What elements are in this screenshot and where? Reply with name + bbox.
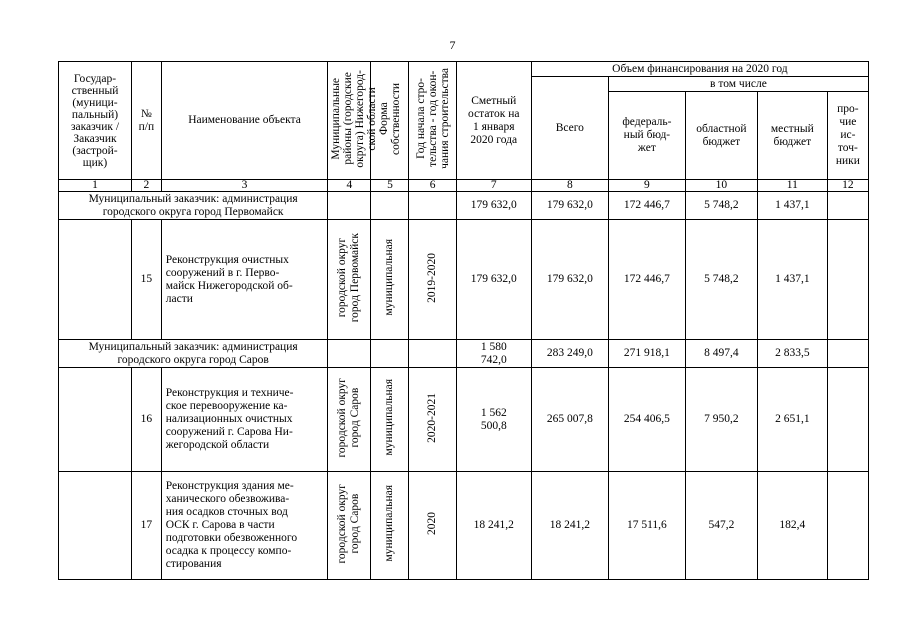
group-total: 283 249,0 [531,340,608,368]
column-number: 7 [456,180,531,192]
local-budget: 182,4 [757,472,827,580]
ownership-form: муниципальная [371,368,409,472]
financing-table [58,61,869,580]
table-row [59,220,869,340]
row-number: 15 [131,220,161,340]
column-number: 10 [685,180,757,192]
column-number: 2 [131,180,161,192]
header-ownership: Форма собственности [371,62,409,180]
header-total: Всего [531,77,608,180]
column-number-row [59,180,869,192]
column-number: 5 [371,180,409,192]
federal-budget: 17 511,6 [608,472,685,580]
empty-customer-cell [59,472,132,580]
header-districts: Муниципальные районы (городские округа) Нижегород- ской области [328,62,371,180]
district-name: городской округ город Саров [328,472,371,580]
group-federal: 172 446,7 [608,192,685,220]
ownership-form: муниципальная [371,220,409,340]
customer-group-name: Муниципальный заказчик: администрация городского округа город Первомайск [59,192,328,220]
header-other: про- чие ис- точ- ники [827,92,868,180]
header-federal: федераль- ный бюд- жет [608,92,685,180]
group-regional: 5 748,2 [685,192,757,220]
construction-years: 2020-2021 [409,368,456,472]
empty-customer-cell [59,368,132,472]
regional-budget: 7 950,2 [685,368,757,472]
funding-total: 179 632,0 [531,220,608,340]
group-local: 1 437,1 [757,192,827,220]
column-number: 9 [608,180,685,192]
empty-cell [328,192,371,220]
other-sources [827,472,868,580]
column-number: 1 [59,180,132,192]
federal-budget: 254 406,5 [608,368,685,472]
regional-budget: 547,2 [685,472,757,580]
column-number: 3 [161,180,328,192]
header-balance: Сметный остаток на 1 января 2020 года [456,62,531,180]
group-balance: 1 580 742,0 [456,340,531,368]
group-other [827,340,868,368]
header-regional: областной бюджет [685,92,757,180]
column-number: 11 [757,180,827,192]
group-regional: 8 497,4 [685,340,757,368]
header-object-name: Наименование объекта [161,62,328,180]
local-budget: 1 437,1 [757,220,827,340]
table-row [59,472,869,580]
customer-group-row [59,192,869,220]
regional-budget: 5 748,2 [685,220,757,340]
funding-total: 18 241,2 [531,472,608,580]
estimated-balance: 1 562 500,8 [456,368,531,472]
object-name: Реконструкция и техниче- ское перевооружение ка- нализационных очистных сооружений г. Сарова Ни- жегородской области [161,368,328,472]
empty-customer-cell [59,220,132,340]
column-number: 12 [827,180,868,192]
district-name: городской округ город Первомайск [328,220,371,340]
empty-cell [371,340,409,368]
federal-budget: 172 446,7 [608,220,685,340]
construction-years: 2020 [409,472,456,580]
other-sources [827,220,868,340]
local-budget: 2 651,1 [757,368,827,472]
group-balance: 179 632,0 [456,192,531,220]
group-federal: 271 918,1 [608,340,685,368]
ownership-form: муниципальная [371,472,409,580]
empty-cell [371,192,409,220]
customer-group-row [59,340,869,368]
district-name: городской округ город Саров [328,368,371,472]
object-name: Реконструкция очистных сооружений в г. Перво- майск Нижегородской об- ласти [161,220,328,340]
construction-years: 2019-2020 [409,220,456,340]
header-number: № п/п [131,62,161,180]
header-customer: Государ- ственный (муници- пальный) заказчик / Заказчик (застрой- щик) [59,62,132,180]
group-other [827,192,868,220]
other-sources [827,368,868,472]
group-total: 179 632,0 [531,192,608,220]
empty-cell [409,192,456,220]
estimated-balance: 18 241,2 [456,472,531,580]
page-number: 7 [449,38,456,52]
empty-cell [409,340,456,368]
column-number: 6 [409,180,456,192]
row-number: 16 [131,368,161,472]
table-row [59,368,869,472]
column-number: 4 [328,180,371,192]
funding-total: 265 007,8 [531,368,608,472]
header-funding: Объем финансирования на 2020 год [531,62,868,77]
row-number: 17 [131,472,161,580]
header-years: Год начала стро- тельства - год окон- чания строительства [409,62,456,180]
customer-group-name: Муниципальный заказчик: администрация городского округа город Саров [59,340,328,368]
header-local: местный бюджет [757,92,827,180]
header-including: в том числе [608,77,868,92]
empty-cell [328,340,371,368]
column-number: 8 [531,180,608,192]
group-local: 2 833,5 [757,340,827,368]
estimated-balance: 179 632,0 [456,220,531,340]
object-name: Реконструкция здания ме- ханического обезвожива- ния осадков сточных вод ОСК г. Сарова в части подготовки обезвоженного осадка к процессу компо- стирования [161,472,328,580]
